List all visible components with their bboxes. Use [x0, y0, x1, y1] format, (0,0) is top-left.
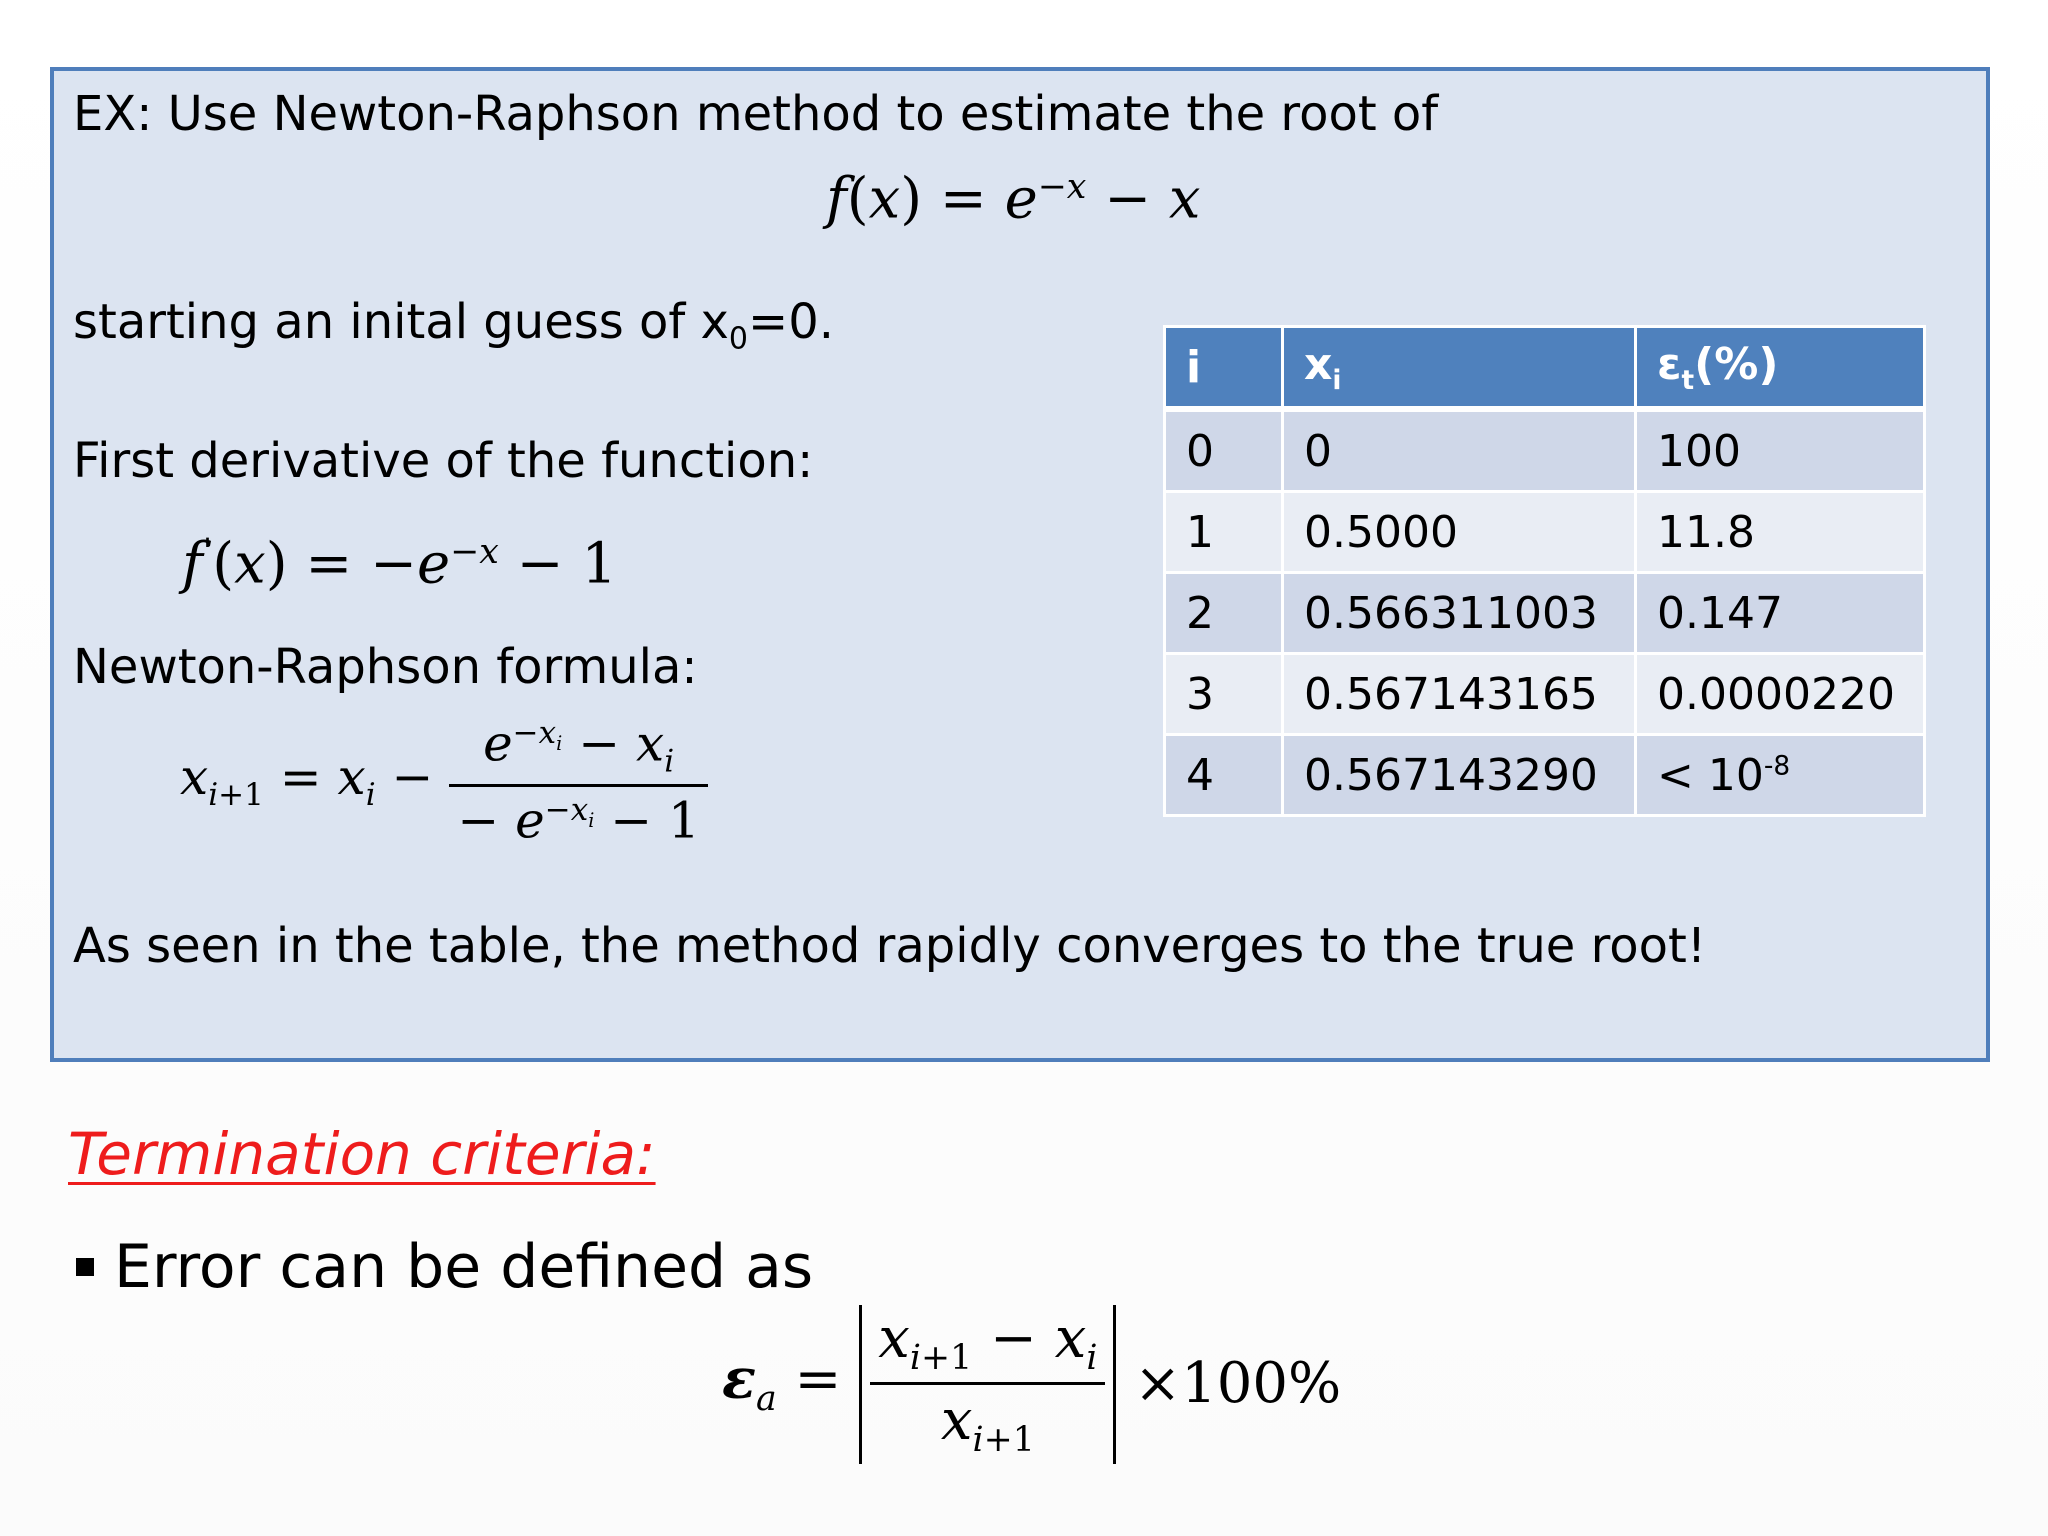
cell-error: 100 — [1636, 409, 1925, 492]
initial-guess-prefix: starting an inital guess of x — [73, 294, 729, 350]
iteration-table — [1163, 325, 1926, 817]
cell-i: 1 — [1165, 492, 1283, 573]
conclusion-text: As seen in the table, the method rapidly converges to the true root! — [73, 918, 1707, 974]
cell-error: 0.147 — [1636, 573, 1925, 654]
formula-label: Newton-Raphson formula: — [73, 639, 698, 695]
cell-i: 4 — [1165, 735, 1283, 816]
bullet-text: Error can be defined as — [114, 1232, 814, 1302]
table-row — [1165, 409, 1925, 492]
cell-x: 0.566311003 — [1283, 573, 1636, 654]
bullet-item — [76, 1232, 813, 1302]
cell-x: 0.5000 — [1283, 492, 1636, 573]
cell-i: 3 — [1165, 654, 1283, 735]
table-header-row — [1165, 327, 1925, 410]
function-equation: $f(x) = e^{-x} - x$ — [826, 166, 1201, 232]
header-error: $\varepsilon_t(\%)$ — [1636, 327, 1925, 410]
cell-error: < $10^{-8}$ — [1636, 735, 1925, 816]
initial-guess — [73, 294, 835, 357]
table-row — [1165, 573, 1925, 654]
termination-heading: Termination criteria: — [68, 1120, 656, 1188]
cell-x: 0.567143290 — [1283, 735, 1636, 816]
table-row — [1165, 492, 1925, 573]
header-i: i — [1165, 327, 1283, 410]
cell-i: 2 — [1165, 573, 1283, 654]
table-row — [1165, 735, 1925, 816]
cell-x: 0 — [1283, 409, 1636, 492]
newton-raphson-formula: $x_{i+1} = x_i$ − $\frac{e^{-x_i} - x_i}{- e^{-x_i} - 1}$ — [180, 718, 708, 845]
cell-error: 0.0000220 — [1636, 654, 1925, 735]
newton-raphson-fraction: $\frac{e^{-x_i} - x_i}{- e^{-x_i} - 1}$ — [449, 718, 708, 845]
square-bullet-icon — [76, 1258, 94, 1276]
initial-guess-sub: 0 — [728, 321, 749, 357]
cell-error: 11.8 — [1636, 492, 1925, 573]
cell-i: 0 — [1165, 409, 1283, 492]
derivative-equation: $f'(x) = -e^{-x} - 1$ — [182, 531, 618, 597]
initial-guess-suffix: =0. — [748, 294, 835, 350]
table-row — [1165, 654, 1925, 735]
absolute-value-bars: $\frac{x_{i+1} - x_i}{x_{i+1}}$ — [859, 1305, 1116, 1464]
cell-x: 0.567143165 — [1283, 654, 1636, 735]
header-xi: $x_i$ — [1283, 327, 1636, 410]
derivative-label: First derivative of the function: — [73, 433, 814, 489]
approximate-error-formula: $\varepsilon_a$ = $\frac{x_{i+1} - x_i}{x_{i+1}}$ ×100% — [722, 1305, 1341, 1464]
example-intro: EX: Use Newton-Raphson method to estimate the root of — [73, 86, 1439, 142]
